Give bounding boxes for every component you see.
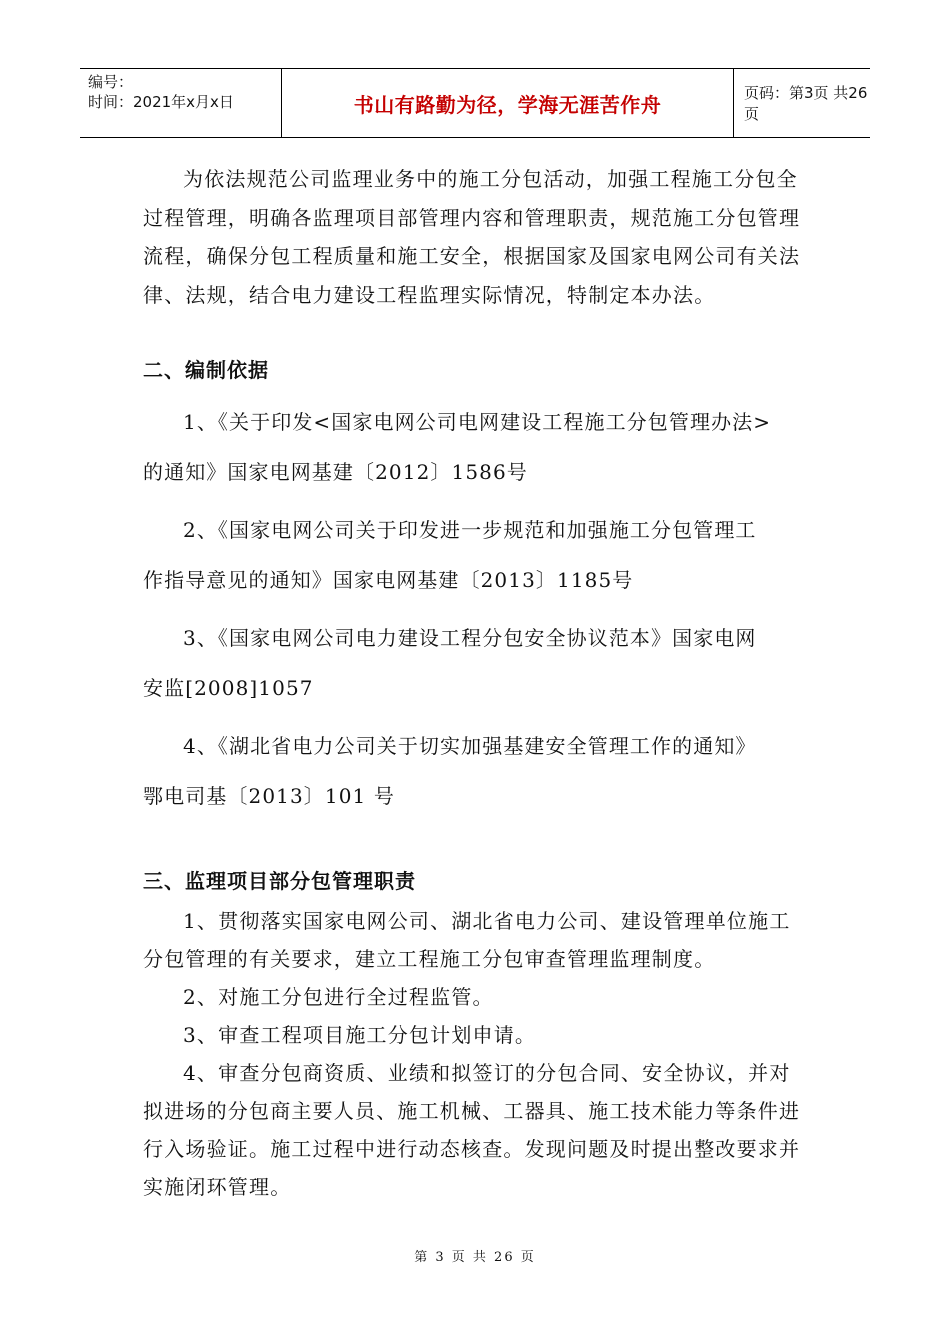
- duty-item-2: 2、对施工分包进行全过程监管。: [183, 985, 494, 1009]
- section-2-heading: 二、编制依据: [143, 358, 269, 382]
- duty-item-3: 3、审查工程项目施工分包计划申请。: [183, 1023, 537, 1047]
- reference-item-4-line-1: 4、《湖北省电力公司关于切实加强基建安全管理工作的通知》: [183, 734, 757, 758]
- header-page-info: 页码：第3页 共26页: [744, 84, 868, 123]
- intro-paragraph: 为依法规范公司监理业务中的施工分包活动，加强工程施工分包全过程管理，明确各监理项目部管理内容和管理职责，规范施工分包管理流程，确保分包工程质量和施工安全，根据国家及国家电网公司有关法律、法规，结合电力建设工程监理实际情况，特制定本办法。: [143, 167, 801, 307]
- section-3-heading: 三、监理项目部分包管理职责: [143, 869, 416, 893]
- document-body: [143, 160, 808, 1206]
- header-page-cell: [734, 69, 870, 137]
- doc-date: 时间：2021年x月x日: [88, 93, 234, 111]
- reference-item-2-line-1: 2、《国家电网公司关于印发进一步规范和加强施工分包管理工: [183, 518, 757, 542]
- header-motto-cell: [282, 69, 734, 137]
- reference-item-4-line-2: 鄂电司基〔2013〕101 号: [143, 784, 395, 808]
- duty-item-4: 4、审查分包商资质、业绩和拟签订的分包合同、安全协议，并对拟进场的分包商主要人员、施工机械、工器具、施工技术能力等条件进行入场验证。施工过程中进行动态核查。发现问题及时提出整改要求并实施闭环管理。: [143, 1061, 801, 1199]
- reference-item-1-line-2: 的通知》国家电网基建〔2012〕1586号: [143, 460, 528, 484]
- reference-item-3-line-2: 安监[2008]1057: [143, 676, 314, 700]
- duty-item-1: 1、贯彻落实国家电网公司、湖北省电力公司、建设管理单位施工分包管理的有关要求，建立工程施工分包审查管理监理制度。: [143, 909, 791, 971]
- reference-item-2-line-2: 作指导意见的通知》国家电网基建〔2013〕1185号: [143, 568, 634, 592]
- header-motto: 书山有路勤为径，学海无涯苦作舟: [353, 92, 662, 117]
- page-footer: 第 3 页 共 26 页: [414, 1250, 536, 1265]
- reference-item-1-line-1: 1、《关于印发<国家电网公司电网建设工程施工分包管理办法>: [183, 410, 772, 434]
- doc-number: 编号：: [88, 73, 134, 91]
- section-2-list: [143, 397, 808, 821]
- reference-item-3-line-1: 3、《国家电网公司电力建设工程分包安全协议范本》国家电网: [183, 626, 757, 650]
- header-meta-cell: [80, 69, 282, 137]
- section-3-list: [143, 902, 808, 1206]
- page-header: [80, 68, 870, 138]
